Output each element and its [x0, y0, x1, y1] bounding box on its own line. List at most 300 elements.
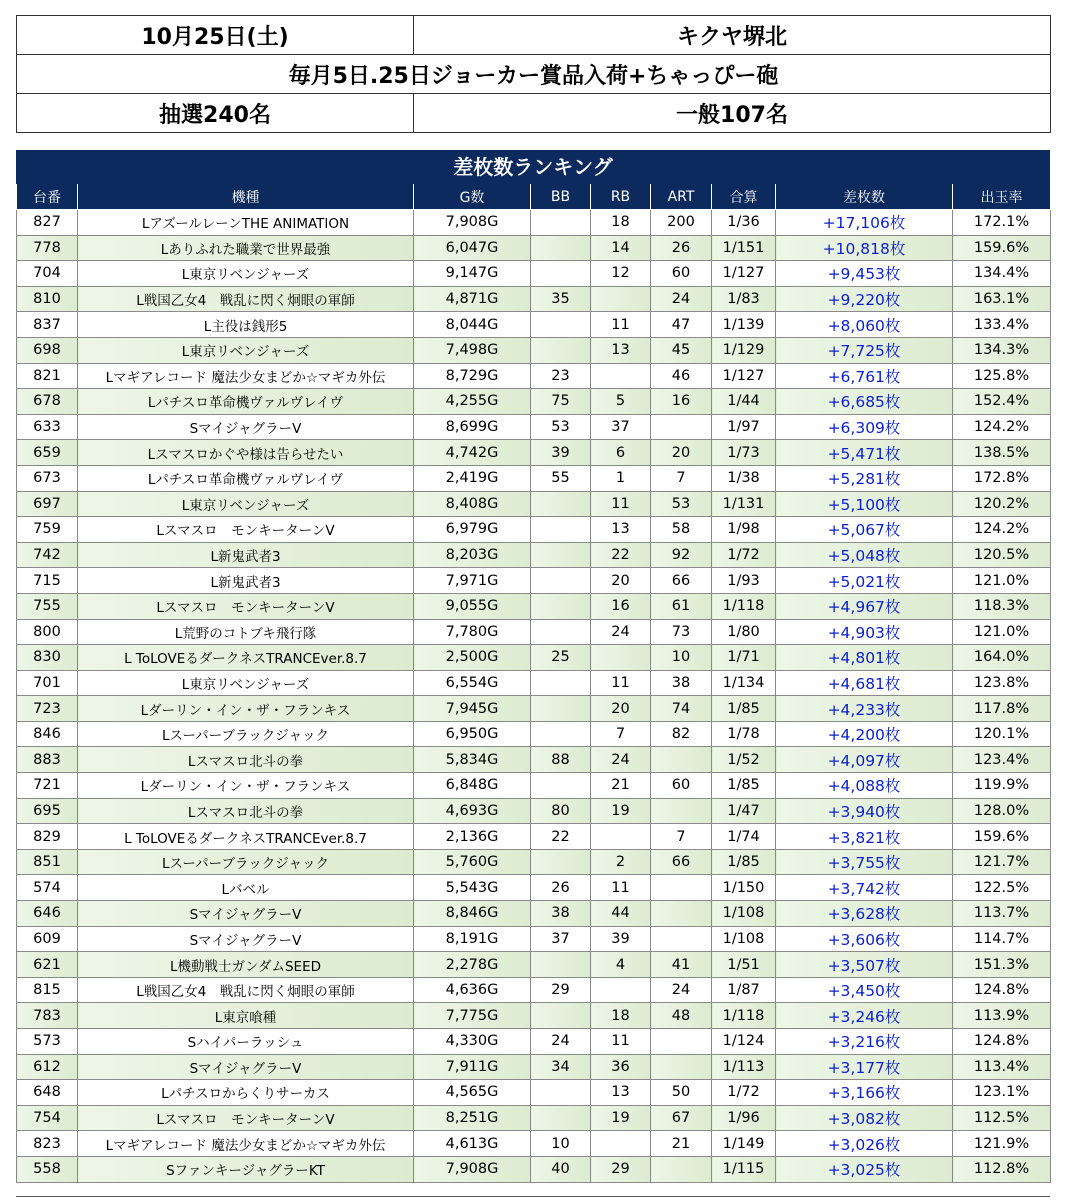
cell-diff: +6,309枚 — [776, 414, 953, 440]
cell-payout-rate: 123.8% — [953, 670, 1051, 696]
table-row — [17, 1054, 1051, 1080]
cell-payout-rate: 121.0% — [953, 568, 1051, 594]
cell-model: Lスマスロ北斗の拳 — [78, 747, 414, 773]
table-row — [17, 465, 1051, 491]
cell-model: Lダーリン・イン・ザ・フランキス — [78, 773, 414, 799]
cell-games: 2,419G — [414, 465, 531, 491]
cell-combined: 1/129 — [712, 337, 776, 363]
cell-games: 4,565G — [414, 1080, 531, 1106]
cell-diff: +3,025枚 — [776, 1156, 953, 1182]
event-description-cell: 毎月5日.25日ジョーカー賞品入荷+ちゃっぴー砲 — [17, 55, 1051, 94]
cell-bb — [531, 568, 591, 594]
cell-rb — [591, 977, 651, 1003]
cell-rb — [591, 645, 651, 671]
cell-diff: +5,100枚 — [776, 491, 953, 517]
cell-diff: +3,177枚 — [776, 1054, 953, 1080]
cell-diff: +6,761枚 — [776, 363, 953, 389]
cell-combined: 1/108 — [712, 901, 776, 927]
cell-combined: 1/151 — [712, 235, 776, 261]
cell-payout-rate: 113.4% — [953, 1054, 1051, 1080]
cell-art: 82 — [651, 721, 712, 747]
cell-payout-rate: 134.4% — [953, 261, 1051, 287]
cell-combined: 1/73 — [712, 440, 776, 466]
cell-rb: 13 — [591, 337, 651, 363]
table-row — [17, 593, 1051, 619]
cell-diff: +3,742枚 — [776, 875, 953, 901]
cell-model: Sハイパーラッシュ — [78, 1029, 414, 1055]
cell-rb — [591, 363, 651, 389]
cell-combined: 1/52 — [712, 747, 776, 773]
cell-payout-rate: 124.2% — [953, 414, 1051, 440]
cell-model: L新鬼武者3 — [78, 568, 414, 594]
cell-model: SマイジャグラーV — [78, 926, 414, 952]
cell-combined: 1/44 — [712, 389, 776, 415]
cell-payout-rate: 172.8% — [953, 465, 1051, 491]
cell-payout-rate: 114.7% — [953, 926, 1051, 952]
cell-machine-no: 810 — [17, 286, 78, 312]
cell-art: 16 — [651, 389, 712, 415]
cell-art: 74 — [651, 696, 712, 722]
cell-model: Lパチスロからくりサーカス — [78, 1080, 414, 1106]
cell-machine-no: 673 — [17, 465, 78, 491]
ranking-title: 差枚数ランキング — [16, 150, 1050, 184]
cell-combined: 1/115 — [712, 1156, 776, 1182]
cell-machine-no: 742 — [17, 542, 78, 568]
cell-diff: +4,903枚 — [776, 619, 953, 645]
cell-art — [651, 1054, 712, 1080]
cell-combined: 1/127 — [712, 261, 776, 287]
cell-art — [651, 901, 712, 927]
column-header-machine-no: 台番 — [17, 184, 78, 210]
cell-games: 2,278G — [414, 952, 531, 978]
table-row — [17, 670, 1051, 696]
cell-diff: +3,755枚 — [776, 849, 953, 875]
cell-rb — [591, 1131, 651, 1157]
cell-rb: 20 — [591, 568, 651, 594]
cell-art — [651, 926, 712, 952]
cell-bb — [531, 593, 591, 619]
table-row — [17, 568, 1051, 594]
cell-games: 4,330G — [414, 1029, 531, 1055]
cell-bb: 55 — [531, 465, 591, 491]
cell-art — [651, 414, 712, 440]
cell-art: 46 — [651, 363, 712, 389]
cell-payout-rate: 134.3% — [953, 337, 1051, 363]
cell-games: 9,055G — [414, 593, 531, 619]
cell-rb: 19 — [591, 1105, 651, 1131]
cell-machine-no: 573 — [17, 1029, 78, 1055]
cell-bb: 26 — [531, 875, 591, 901]
cell-rb: 29 — [591, 1156, 651, 1182]
cell-machine-no: 633 — [17, 414, 78, 440]
cell-games: 8,729G — [414, 363, 531, 389]
cell-diff: +9,220枚 — [776, 286, 953, 312]
cell-model: Lパチスロ革命機ヴァルヴレイヴ — [78, 389, 414, 415]
cell-combined: 1/97 — [712, 414, 776, 440]
cell-games: 4,742G — [414, 440, 531, 466]
cell-rb: 44 — [591, 901, 651, 927]
column-header-rb: RB — [591, 184, 651, 210]
cell-games: 5,834G — [414, 747, 531, 773]
cell-machine-no: 821 — [17, 363, 78, 389]
cell-model: Lバベル — [78, 875, 414, 901]
cell-rb: 14 — [591, 235, 651, 261]
cell-combined: 1/127 — [712, 363, 776, 389]
cell-payout-rate: 113.9% — [953, 1003, 1051, 1029]
cell-machine-no: 612 — [17, 1054, 78, 1080]
cell-machine-no: 648 — [17, 1080, 78, 1106]
cell-bb: 10 — [531, 1131, 591, 1157]
cell-model: Lダーリン・イン・ザ・フランキス — [78, 696, 414, 722]
cell-bb: 39 — [531, 440, 591, 466]
cell-bb: 22 — [531, 824, 591, 850]
cell-model: Lスマスロ モンキーターンV — [78, 1105, 414, 1131]
cell-model: Lスマスロ モンキーターンV — [78, 517, 414, 543]
cell-rb: 7 — [591, 721, 651, 747]
cell-payout-rate: 120.5% — [953, 542, 1051, 568]
cell-model: Lスマスロかぐや様は告らせたい — [78, 440, 414, 466]
table-row — [17, 235, 1051, 261]
bottom-divider — [16, 1196, 1050, 1197]
cell-bb — [531, 721, 591, 747]
cell-machine-no: 659 — [17, 440, 78, 466]
cell-combined: 1/87 — [712, 977, 776, 1003]
cell-rb: 21 — [591, 773, 651, 799]
cell-art: 66 — [651, 568, 712, 594]
cell-machine-no: 646 — [17, 901, 78, 927]
cell-bb: 38 — [531, 901, 591, 927]
cell-rb: 13 — [591, 517, 651, 543]
cell-rb — [591, 824, 651, 850]
cell-model: Lパチスロ革命機ヴァルヴレイヴ — [78, 465, 414, 491]
cell-model: Lマギアレコード 魔法少女まどか☆マギカ外伝 — [78, 1131, 414, 1157]
cell-diff: +3,606枚 — [776, 926, 953, 952]
cell-bb — [531, 619, 591, 645]
table-row — [17, 926, 1051, 952]
cell-payout-rate: 138.5% — [953, 440, 1051, 466]
cell-combined: 1/85 — [712, 773, 776, 799]
column-header-bb: BB — [531, 184, 591, 210]
cell-combined: 1/47 — [712, 798, 776, 824]
cell-payout-rate: 112.5% — [953, 1105, 1051, 1131]
table-row — [17, 1131, 1051, 1157]
cell-games: 5,543G — [414, 875, 531, 901]
cell-bb — [531, 542, 591, 568]
cell-model: Lスーパーブラックジャック — [78, 721, 414, 747]
table-row — [17, 645, 1051, 671]
cell-bb — [531, 517, 591, 543]
cell-model: SマイジャグラーV — [78, 901, 414, 927]
cell-games: 6,554G — [414, 670, 531, 696]
cell-rb: 11 — [591, 491, 651, 517]
cell-model: SマイジャグラーV — [78, 1054, 414, 1080]
cell-machine-no: 609 — [17, 926, 78, 952]
cell-payout-rate: 133.4% — [953, 312, 1051, 338]
cell-rb: 36 — [591, 1054, 651, 1080]
cell-combined: 1/134 — [712, 670, 776, 696]
cell-model: L主役は銭形5 — [78, 312, 414, 338]
cell-payout-rate: 123.1% — [953, 1080, 1051, 1106]
cell-machine-no: 695 — [17, 798, 78, 824]
cell-combined: 1/93 — [712, 568, 776, 594]
cell-diff: +4,801枚 — [776, 645, 953, 671]
cell-art: 10 — [651, 645, 712, 671]
table-row — [17, 952, 1051, 978]
cell-rb: 1 — [591, 465, 651, 491]
cell-model: L東京リベンジャーズ — [78, 670, 414, 696]
cell-combined: 1/118 — [712, 1003, 776, 1029]
table-row — [17, 491, 1051, 517]
cell-rb: 4 — [591, 952, 651, 978]
cell-bb — [531, 491, 591, 517]
cell-machine-no: 621 — [17, 952, 78, 978]
cell-games: 2,136G — [414, 824, 531, 850]
cell-games: 4,871G — [414, 286, 531, 312]
table-row — [17, 542, 1051, 568]
cell-games: 4,636G — [414, 977, 531, 1003]
cell-payout-rate: 128.0% — [953, 798, 1051, 824]
cell-diff: +3,821枚 — [776, 824, 953, 850]
cell-bb: 29 — [531, 977, 591, 1003]
table-row — [17, 1029, 1051, 1055]
cell-machine-no: 800 — [17, 619, 78, 645]
cell-payout-rate: 125.8% — [953, 363, 1051, 389]
cell-diff: +5,021枚 — [776, 568, 953, 594]
cell-combined: 1/149 — [712, 1131, 776, 1157]
column-header-payout-rate: 出玉率 — [953, 184, 1051, 210]
cell-diff: +10,818枚 — [776, 235, 953, 261]
cell-bb: 80 — [531, 798, 591, 824]
cell-games: 6,950G — [414, 721, 531, 747]
cell-diff: +3,246枚 — [776, 1003, 953, 1029]
cell-machine-no: 715 — [17, 568, 78, 594]
cell-games: 7,780G — [414, 619, 531, 645]
cell-games: 4,693G — [414, 798, 531, 824]
cell-combined: 1/96 — [712, 1105, 776, 1131]
cell-rb: 22 — [591, 542, 651, 568]
cell-diff: +3,450枚 — [776, 977, 953, 1003]
cell-art: 50 — [651, 1080, 712, 1106]
cell-payout-rate: 172.1% — [953, 210, 1051, 236]
cell-art — [651, 1029, 712, 1055]
cell-payout-rate: 124.8% — [953, 1029, 1051, 1055]
cell-bb: 35 — [531, 286, 591, 312]
cell-model: LアズールレーンTHE ANIMATION — [78, 210, 414, 236]
cell-games: 8,699G — [414, 414, 531, 440]
ranking-body — [17, 210, 1051, 1183]
column-header-games: G数 — [414, 184, 531, 210]
column-header-combined: 合算 — [712, 184, 776, 210]
cell-combined: 1/113 — [712, 1054, 776, 1080]
cell-art: 73 — [651, 619, 712, 645]
cell-art — [651, 798, 712, 824]
lottery-count-cell: 抽選240名 — [17, 94, 414, 133]
cell-model: L戦国乙女4 戦乱に閃く炯眼の軍師 — [78, 286, 414, 312]
cell-payout-rate: 120.2% — [953, 491, 1051, 517]
cell-art: 61 — [651, 593, 712, 619]
cell-games: 7,775G — [414, 1003, 531, 1029]
column-header-model: 機種 — [78, 184, 414, 210]
cell-games: 7,908G — [414, 210, 531, 236]
cell-model: Lスマスロ モンキーターンV — [78, 593, 414, 619]
cell-machine-no: 697 — [17, 491, 78, 517]
cell-diff: +3,940枚 — [776, 798, 953, 824]
cell-diff: +3,082枚 — [776, 1105, 953, 1131]
cell-art: 21 — [651, 1131, 712, 1157]
table-row — [17, 875, 1051, 901]
cell-machine-no: 701 — [17, 670, 78, 696]
cell-rb: 5 — [591, 389, 651, 415]
cell-art: 45 — [651, 337, 712, 363]
cell-model: L ToLOVEるダークネスTRANCEver.8.7 — [78, 645, 414, 671]
cell-bb — [531, 261, 591, 287]
table-row — [17, 696, 1051, 722]
cell-rb: 12 — [591, 261, 651, 287]
cell-rb — [591, 286, 651, 312]
cell-combined: 1/85 — [712, 849, 776, 875]
cell-payout-rate: 121.0% — [953, 619, 1051, 645]
cell-rb: 20 — [591, 696, 651, 722]
cell-games: 2,500G — [414, 645, 531, 671]
column-header-diff: 差枚数 — [776, 184, 953, 210]
cell-art: 20 — [651, 440, 712, 466]
cell-model: L ToLOVEるダークネスTRANCEver.8.7 — [78, 824, 414, 850]
table-row — [17, 261, 1051, 287]
cell-bb: 37 — [531, 926, 591, 952]
cell-combined: 1/51 — [712, 952, 776, 978]
cell-bb — [531, 312, 591, 338]
cell-combined: 1/139 — [712, 312, 776, 338]
cell-diff: +5,067枚 — [776, 517, 953, 543]
cell-payout-rate: 118.3% — [953, 593, 1051, 619]
cell-rb: 16 — [591, 593, 651, 619]
cell-art: 38 — [651, 670, 712, 696]
cell-machine-no: 815 — [17, 977, 78, 1003]
table-row — [17, 210, 1051, 236]
cell-payout-rate: 112.8% — [953, 1156, 1051, 1182]
cell-art: 66 — [651, 849, 712, 875]
cell-games: 7,971G — [414, 568, 531, 594]
cell-bb — [531, 670, 591, 696]
cell-diff: +3,026枚 — [776, 1131, 953, 1157]
cell-payout-rate: 122.5% — [953, 875, 1051, 901]
ranking-header-row — [17, 184, 1051, 210]
cell-combined: 1/72 — [712, 542, 776, 568]
table-row — [17, 1003, 1051, 1029]
cell-diff: +4,088枚 — [776, 773, 953, 799]
cell-diff: +3,216枚 — [776, 1029, 953, 1055]
cell-machine-no: 723 — [17, 696, 78, 722]
cell-machine-no: 759 — [17, 517, 78, 543]
table-row — [17, 1156, 1051, 1182]
cell-combined: 1/124 — [712, 1029, 776, 1055]
cell-games: 5,760G — [414, 849, 531, 875]
store-name-cell: キクヤ堺北 — [414, 16, 1051, 55]
cell-combined: 1/78 — [712, 721, 776, 747]
cell-art: 7 — [651, 824, 712, 850]
cell-machine-no: 755 — [17, 593, 78, 619]
cell-bb — [531, 1080, 591, 1106]
cell-payout-rate: 124.8% — [953, 977, 1051, 1003]
cell-bb: 75 — [531, 389, 591, 415]
cell-rb: 37 — [591, 414, 651, 440]
table-row — [17, 337, 1051, 363]
cell-art: 41 — [651, 952, 712, 978]
cell-art: 67 — [651, 1105, 712, 1131]
cell-model: L機動戦士ガンダムSEED — [78, 952, 414, 978]
cell-machine-no: 823 — [17, 1131, 78, 1157]
cell-machine-no: 830 — [17, 645, 78, 671]
cell-diff: +17,106枚 — [776, 210, 953, 236]
cell-art: 26 — [651, 235, 712, 261]
cell-machine-no: 778 — [17, 235, 78, 261]
cell-diff: +4,200枚 — [776, 721, 953, 747]
table-row — [17, 312, 1051, 338]
cell-bb — [531, 1105, 591, 1131]
cell-games: 8,203G — [414, 542, 531, 568]
cell-games: 6,848G — [414, 773, 531, 799]
cell-machine-no: 678 — [17, 389, 78, 415]
cell-machine-no: 846 — [17, 721, 78, 747]
cell-machine-no: 574 — [17, 875, 78, 901]
cell-payout-rate: 164.0% — [953, 645, 1051, 671]
cell-payout-rate: 123.4% — [953, 747, 1051, 773]
cell-rb: 2 — [591, 849, 651, 875]
cell-machine-no: 558 — [17, 1156, 78, 1182]
cell-bb — [531, 773, 591, 799]
cell-combined: 1/38 — [712, 465, 776, 491]
table-row — [17, 389, 1051, 415]
cell-bb: 88 — [531, 747, 591, 773]
cell-bb: 24 — [531, 1029, 591, 1055]
cell-machine-no: 754 — [17, 1105, 78, 1131]
cell-combined: 1/118 — [712, 593, 776, 619]
cell-diff: +7,725枚 — [776, 337, 953, 363]
cell-games: 8,408G — [414, 491, 531, 517]
cell-machine-no: 783 — [17, 1003, 78, 1029]
cell-payout-rate: 152.4% — [953, 389, 1051, 415]
cell-games: 7,911G — [414, 1054, 531, 1080]
cell-rb: 24 — [591, 747, 651, 773]
cell-diff: +5,048枚 — [776, 542, 953, 568]
cell-art: 92 — [651, 542, 712, 568]
cell-machine-no: 721 — [17, 773, 78, 799]
cell-bb: 40 — [531, 1156, 591, 1182]
cell-rb: 11 — [591, 670, 651, 696]
cell-bb — [531, 210, 591, 236]
cell-combined: 1/150 — [712, 875, 776, 901]
table-row — [17, 363, 1051, 389]
cell-rb: 6 — [591, 440, 651, 466]
cell-model: Lマギアレコード 魔法少女まどか☆マギカ外伝 — [78, 363, 414, 389]
cell-bb — [531, 952, 591, 978]
cell-bb: 23 — [531, 363, 591, 389]
cell-combined: 1/85 — [712, 696, 776, 722]
cell-diff: +5,281枚 — [776, 465, 953, 491]
cell-games: 8,846G — [414, 901, 531, 927]
cell-diff: +6,685枚 — [776, 389, 953, 415]
cell-art — [651, 1156, 712, 1182]
table-row — [17, 286, 1051, 312]
cell-games: 9,147G — [414, 261, 531, 287]
cell-games: 4,613G — [414, 1131, 531, 1157]
cell-model: L新鬼武者3 — [78, 542, 414, 568]
cell-diff: +4,681枚 — [776, 670, 953, 696]
cell-bb — [531, 849, 591, 875]
cell-rb: 13 — [591, 1080, 651, 1106]
cell-art: 60 — [651, 261, 712, 287]
cell-bb — [531, 1003, 591, 1029]
